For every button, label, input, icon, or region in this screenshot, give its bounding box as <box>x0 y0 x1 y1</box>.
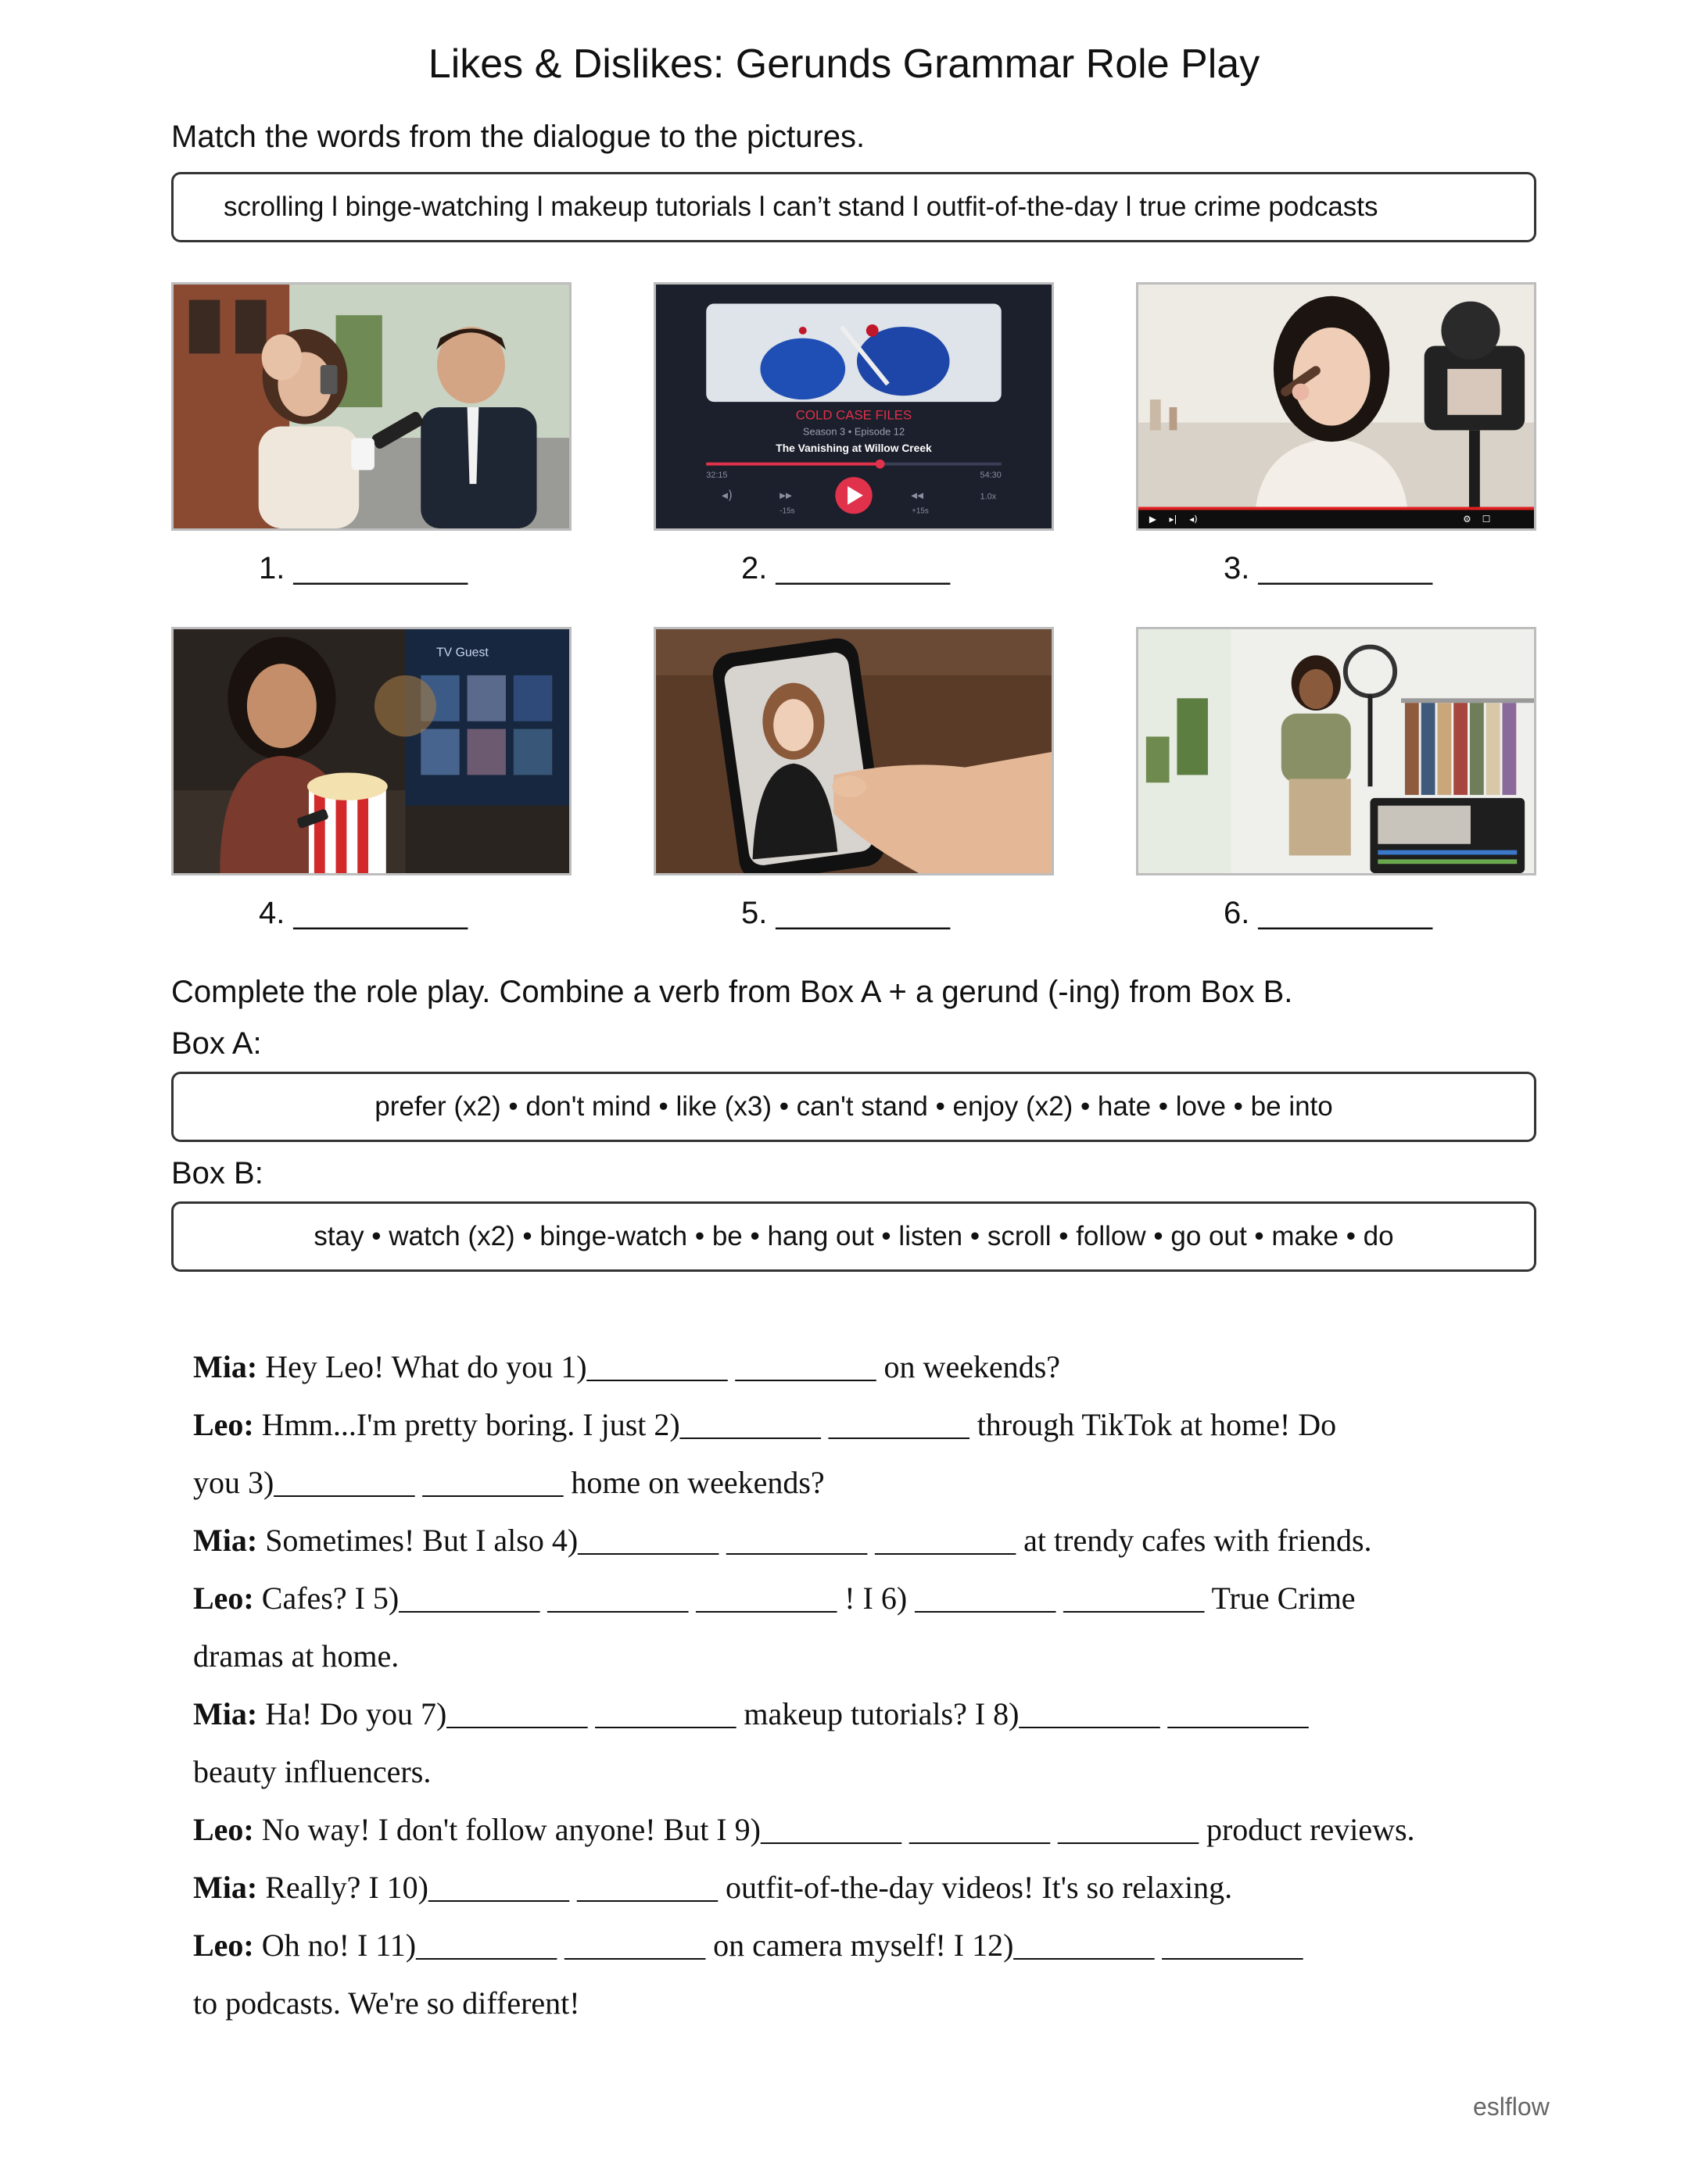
box-b <box>171 1201 1536 1272</box>
speaker: Mia: <box>193 1696 258 1731</box>
dialogue-text: Hey Leo! What do you 1)_________ _________ on weekends? <box>257 1349 1061 1384</box>
picture-6-outfit-video <box>1136 627 1536 875</box>
footer-brand: eslflow <box>1473 2093 1550 2121</box>
answer-line-4[interactable]: 4. __________ <box>259 896 468 930</box>
box-b-words: stay • watch (x2) • binge-watch • be • hang out • listen • scroll • follow • go out • make • do <box>314 1221 1394 1251</box>
video-progress-fill <box>1138 507 1534 510</box>
dialogue-text: dramas at home. <box>193 1638 400 1674</box>
picture-3-makeup-tutorial <box>1136 282 1536 531</box>
speaker: Mia: <box>193 1523 258 1558</box>
box-a-label: Box A: <box>171 1026 262 1061</box>
dialogue-text: to podcasts. We're so different! <box>193 1985 580 2021</box>
podcast-scrubber <box>876 460 885 469</box>
forward-icon: ◂◂ <box>911 487 924 503</box>
answer-line-6[interactable]: 6. __________ <box>1224 896 1432 930</box>
match-instruction: Match the words from the dialogue to the pictures. <box>171 120 866 154</box>
dialogue-line <box>193 1753 431 1790</box>
dialogue-text: beauty influencers. <box>193 1754 432 1789</box>
podcast-progress-fill <box>706 463 880 466</box>
episode-show-name: COLD CASE FILES <box>795 407 912 423</box>
rewind-icon: ▸▸ <box>779 487 792 503</box>
dialogue-line <box>193 1985 580 2021</box>
dialogue-line <box>193 1406 1336 1443</box>
dialogue-line <box>193 1638 399 1674</box>
tv-banner: TV Guest <box>436 646 489 660</box>
answer-line-5[interactable]: 5. __________ <box>741 896 950 930</box>
roleplay-instruction: Complete the role play. Combine a verb from Box A + a gerund (-ing) from Box B. <box>171 975 1293 1009</box>
worksheet-title: Likes & Dislikes: Gerunds Grammar Role Play <box>428 41 1260 87</box>
box-b-label: Box B: <box>171 1156 263 1190</box>
dialogue-text: Oh no! I 11)_________ _________ on camera myself! I 12)_________ _________ <box>253 1928 1303 1963</box>
video-next-icon: ▸| <box>1169 514 1177 525</box>
volume-icon: ◂) <box>722 487 733 503</box>
rewind-label: -15s <box>779 507 795 516</box>
dialogue-line <box>193 1927 1303 1964</box>
speaker: Leo: <box>193 1581 254 1616</box>
speaker: Mia: <box>193 1870 258 1905</box>
dialogue-text: you 3)_________ _________ home on weekends? <box>193 1465 825 1500</box>
box-a-words: prefer (x2) • don't mind • like (x3) • can't stand • enjoy (x2) • hate • love • be into <box>375 1091 1333 1122</box>
picture-1-street-interview <box>171 282 572 531</box>
dialogue-line <box>193 1695 1308 1732</box>
speed-label: 1.0x <box>980 492 997 502</box>
episode-title: The Vanishing at Willow Creek <box>776 442 932 454</box>
answer-line-2[interactable]: 2. __________ <box>741 551 950 585</box>
picture-4-binge-watching <box>171 627 572 875</box>
dialogue-text: Sometimes! But I also 4)_________ _________ _________ at trendy cafes with friends. <box>257 1523 1372 1558</box>
dialogue-line <box>193 1811 1415 1848</box>
speaker: Leo: <box>193 1928 254 1963</box>
speaker: Leo: <box>193 1812 254 1847</box>
dialogue-text: Cafes? I 5)_________ _________ _________ ! I 6) _________ _________ True Crime <box>253 1581 1356 1616</box>
picture-5-phone-scrolling <box>654 627 1054 875</box>
box-a <box>171 1072 1536 1142</box>
word-bank-text: scrolling l binge-watching l makeup tutorials l can’t stand l outfit-of-the-day l true crime podcasts <box>224 192 1378 222</box>
answer-line-1[interactable]: 1. __________ <box>259 551 468 585</box>
video-play-icon: ▶ <box>1149 514 1156 525</box>
video-volume-icon: ◂) <box>1189 514 1198 525</box>
dialogue-line <box>193 1464 825 1501</box>
dialogue-line <box>193 1580 1356 1617</box>
dialogue-text: No way! I don't follow anyone! But I 9)_________ _________ _________ product reviews. <box>253 1812 1415 1847</box>
dialogue-text: Hmm...I'm pretty boring. I just 2)_________ _________ through TikTok at home! Do <box>253 1407 1337 1442</box>
picture-2-podcast-player <box>654 282 1054 531</box>
speaker: Leo: <box>193 1407 254 1442</box>
speaker: Mia: <box>193 1349 258 1384</box>
dialogue-text: Really? I 10)_________ _________ outfit-of-the-day videos! It's so relaxing. <box>257 1870 1233 1905</box>
video-fullscreen-icon: ☐ <box>1482 514 1491 525</box>
video-settings-icon: ⚙ <box>1463 514 1471 525</box>
answer-line-3[interactable]: 3. __________ <box>1224 551 1432 585</box>
dialogue-line <box>193 1348 1060 1385</box>
dialogue-line <box>193 1522 1372 1559</box>
forward-label: +15s <box>912 507 929 516</box>
podcast-time-elapsed: 32:15 <box>706 471 728 481</box>
podcast-time-total: 54:30 <box>980 471 1002 481</box>
episode-season: Season 3 • Episode 12 <box>802 425 905 438</box>
dialogue-text: Ha! Do you 7)_________ _________ makeup tutorials? I 8)_________ _________ <box>257 1696 1309 1731</box>
word-bank-box <box>171 172 1536 242</box>
dialogue-line <box>193 1869 1232 1906</box>
